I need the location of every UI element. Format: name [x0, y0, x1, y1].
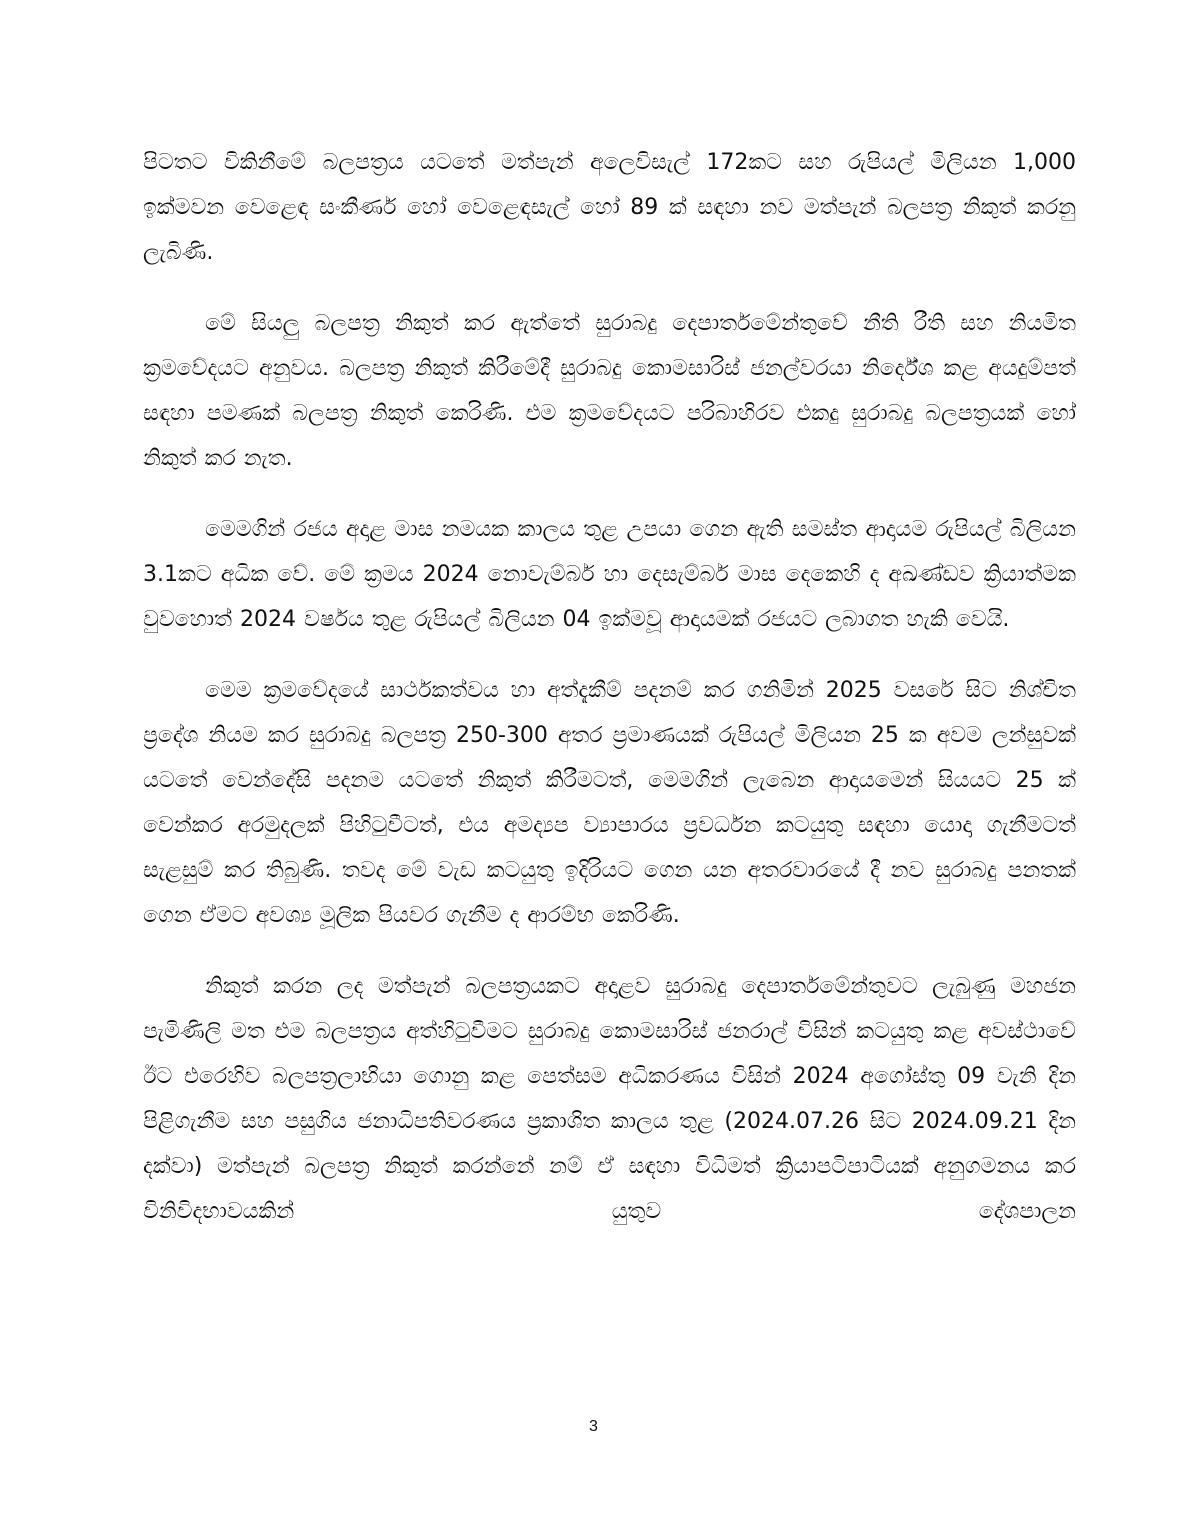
paragraph-1: පිටතට විකිනීමේ බලපත්‍රය යටතේ මත්පැන් අලෙවිසැල් 172කට සහ රුපියල් මිලියන 1,000 ඉක්මවන වෙළෙඳ සංකීර්ණ හෝ වෙළෙඳසැල් හෝ 89 ක් සඳහා නව මත්පැන් බලපත්‍ර නිකුත් කරනු ලැබිණි. — [143, 150, 1076, 265]
paragraph-3: මෙමගින් රජය අදාළ මාස නමයක කාලය තුළ උපයා ගෙන ඇති සමස්ත ආදායම රුපියල් බිලියන 3.1කට අධික වේ. මේ ක්‍රමය 2024 නොවැම්බර් හා දෙසැම්බර් මාස දෙකෙහි ද අඛණ්ඩව ක්‍රියාත්මක වුවහොත් 2024 වර්ෂය තුළ රුපියල් බිලියන 04 ඉක්මවූ ආදායමක් රජයට ලබාගත හැකි වෙයි. — [143, 517, 1076, 632]
paragraph-5: නිකුත් කරන ලද මත්පැන් බලපත්‍රයකට අදාළව සුරාබදු දෙපාර්තමේන්තුවට ලැබුණු මහජන පැමිණිලි මත එම බලපත්‍රය අත්හිටුවීමට සුරාබදු කොමසාරිස් ජනරාල් විසින් කටයුතු කළ අවස්ථාවේ ඊට එරෙහිව බලපත්‍රලාභියා ගොනු කළ පෙත්සම අධිකරණය විසින් 2024 අගෝස්තු 09 වැනි දින පිළිගැනීම සහ පසුගිය ජනාධිපතිවරණය ප්‍රකාශිත කාලය තුළ (2024.07.26 සිට 2024.09.21 දින දක්වා) මත්පැන් බලපත්‍ර නිකුත් කරන්නේ නම් ඒ සඳහා විධිමත් ක්‍රියාපටිපාටියක් අනුගමනය කර විනිවිදභාවයකින් යුතුව දේශපාලන — [143, 974, 1076, 1224]
paragraph-2: මේ සියලු බලපත්‍ර නිකුත් කර ඇත්තේ සුරාබදු දෙපාර්තමේන්තුවේ නීති රීති සහ නියමිත ක්‍රමවේදයට අනුවය. බලපත්‍ර නිකුත් කිරීමේදී සුරාබදු කොමසාරිස් ජනල්වරයා නිර්දේශ කළ අයදුම්පත් සඳහා පමණක් බලපත්‍ර නිකුත් කෙරිණි. එම ක්‍රමවේදයට පරිබාහිරව එකදු සුරාබදු බලපත්‍රයක් හෝ නිකුත් කර නැත. — [143, 311, 1076, 471]
paragraph-4: මෙම ක්‍රමවේදයේ සාර්ථකත්වය හා අත්දැකීම් පදනම් කර ගනිමින් 2025 වසරේ සිට නිශ්චිත ප්‍රදේශ නියම කර සුරාබදු බලපත්‍ර 250-300 අතර ප්‍රමාණයක් රුපියල් මිලියන 25 ක අවම ලන්සුවක් යටතේ වෙන්දේසි පදනම යටතේ නිකුත් කිරීමටත්, මෙමගින් ලැබෙන ආදායමෙන් සියයට 25 ක් වෙන්කර අරමුදලක් පිහිටුවීටත්, එය අමද්‍යප ව්‍යාපාරය ප්‍රවර්ධන කටයුතු සඳහා යොදා ගැනීමටත් සැළසුම් කර තිබුණි. තවද මේ වැඩ කටයුතු ඉදිරියට ගෙන යන අතරවාරයේ දී නව සුරාබදු පනතක් ගෙන ඒමට අවශ්‍ය මූලික පියවර ගැනීම ද ආරම්භ කෙරිණි. — [143, 678, 1076, 928]
document-body — [143, 140, 1076, 1260]
page-number: 3 — [589, 1418, 598, 1435]
